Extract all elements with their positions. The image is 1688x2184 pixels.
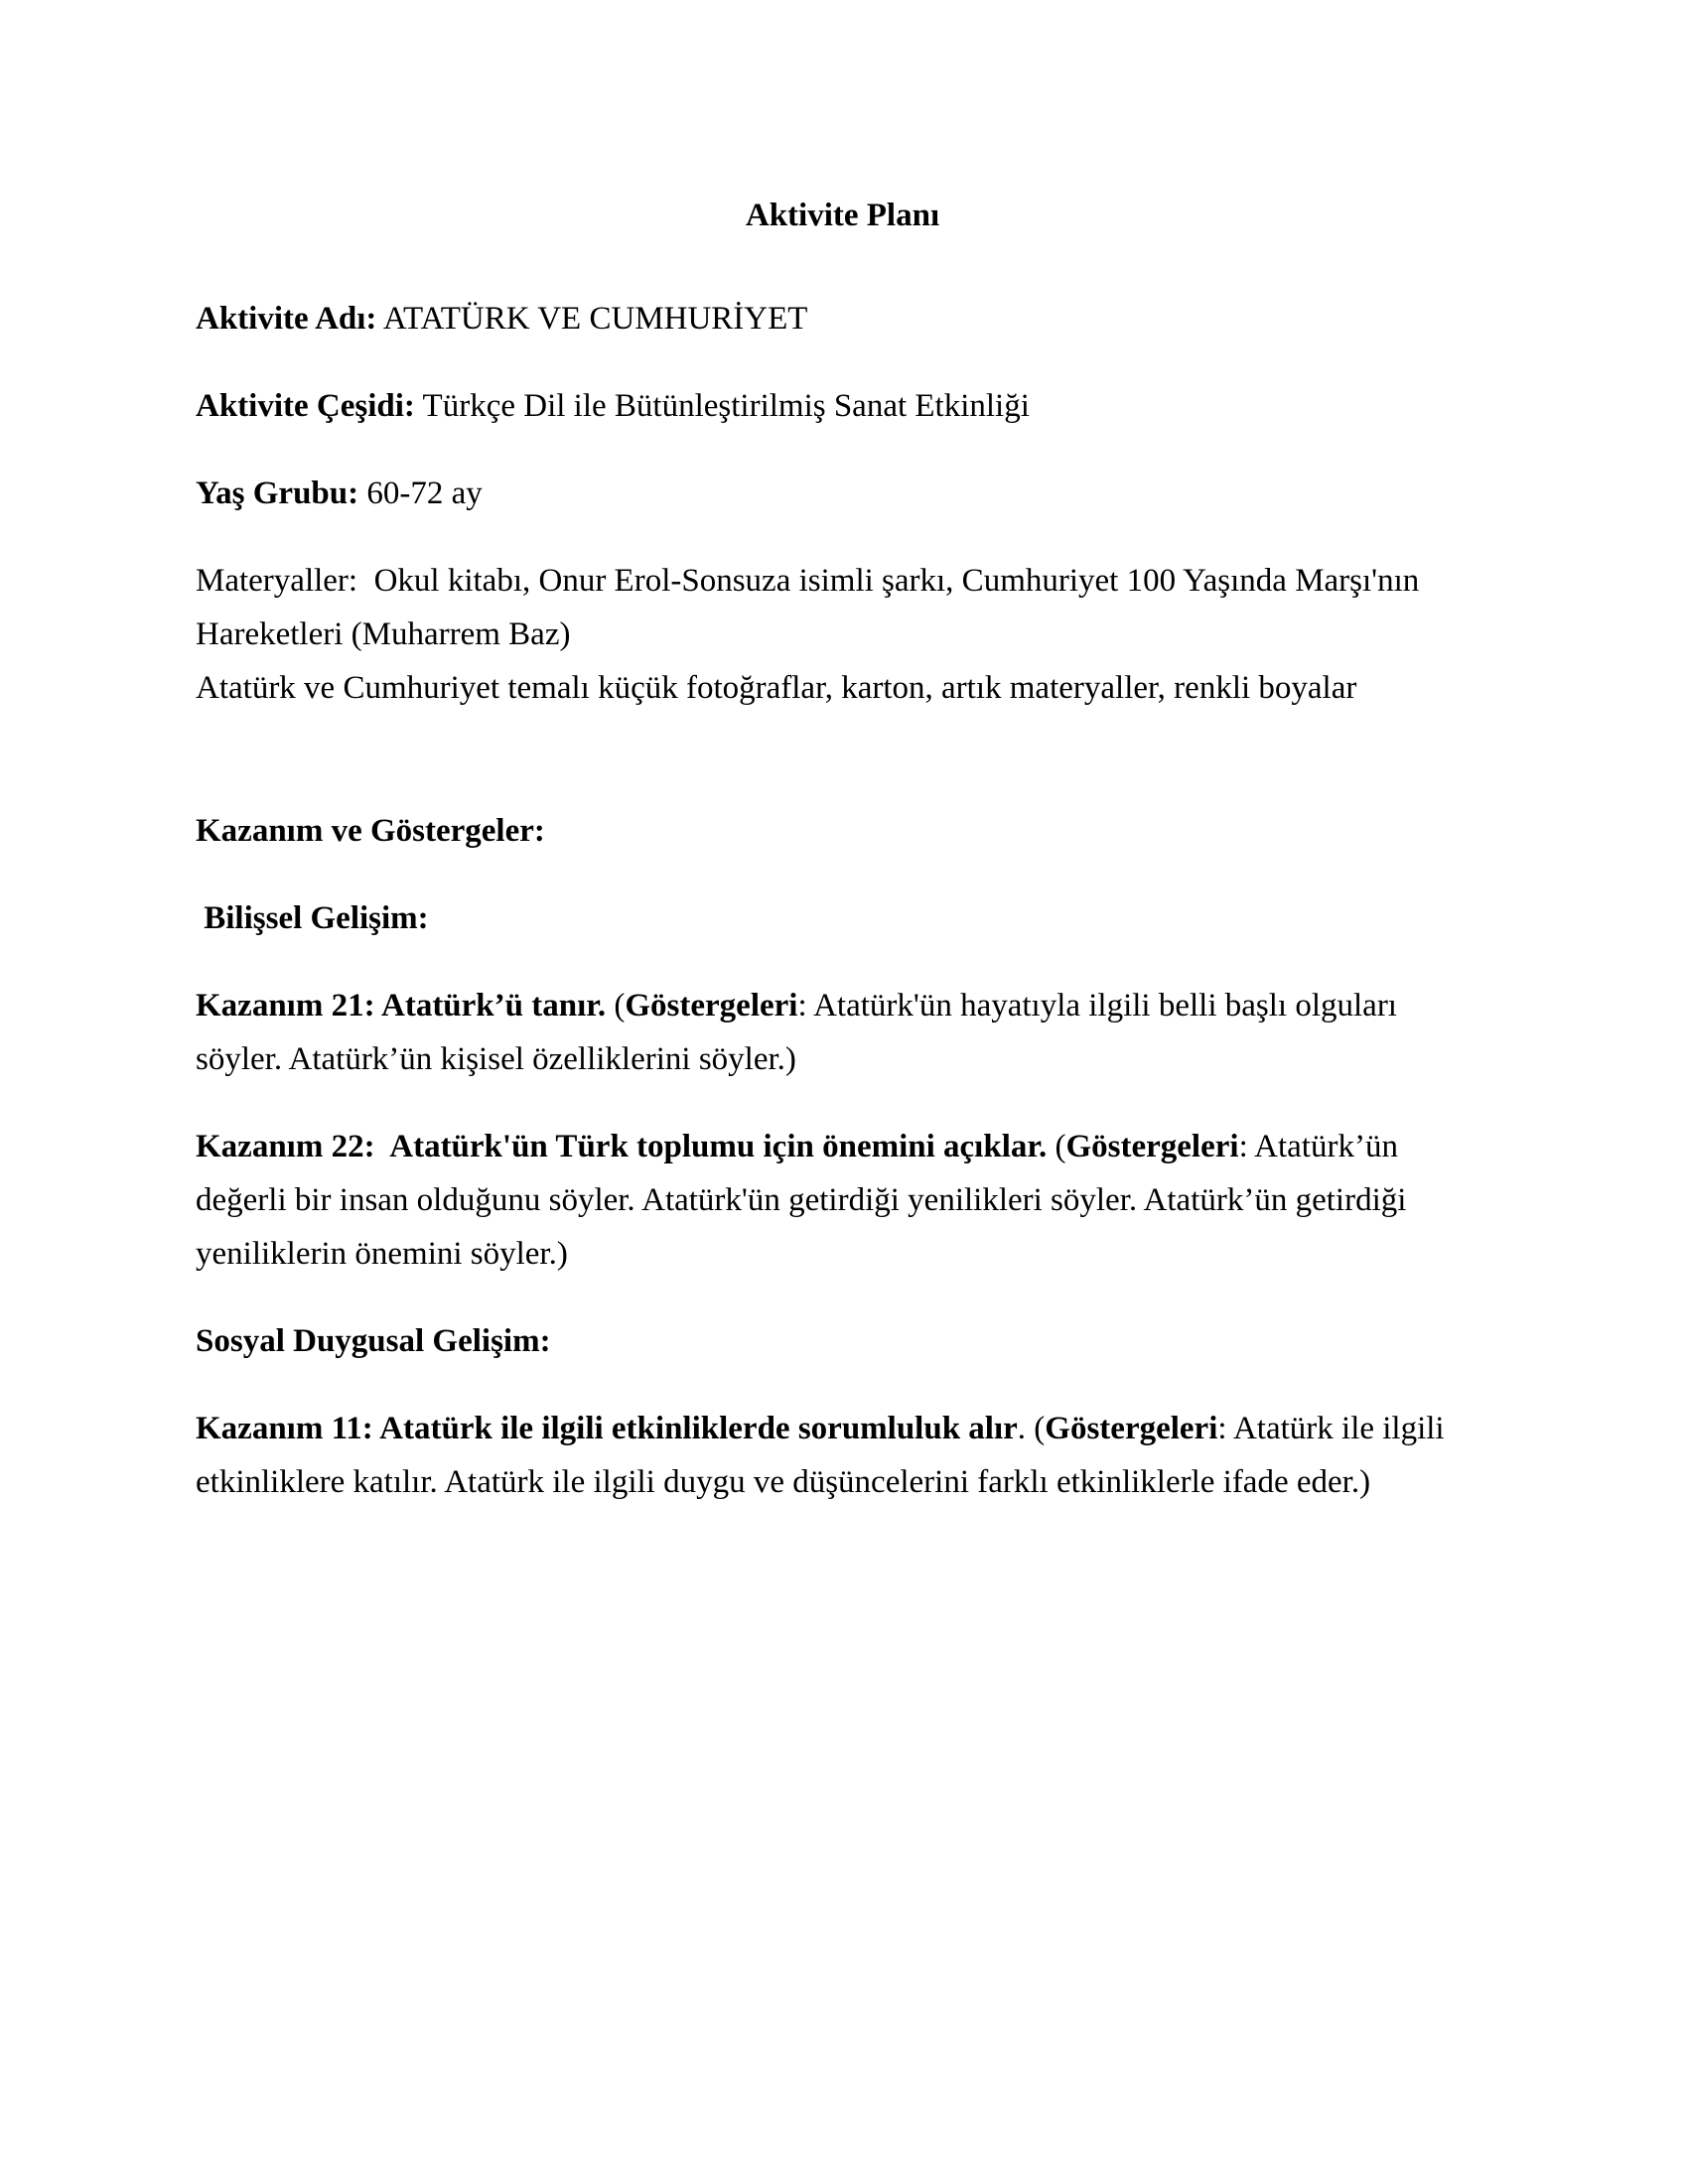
document-title: Aktivite Planı <box>745 198 940 233</box>
paragraph-kazanim-11: Kazanım 11: Atatürk ile ilgili etkinliklerde sorumluluk alır. (Göstergeleri: Atatürk ile ilgili etkinliklere katılır. Atatürk ile ilgili duygu ve düşüncelerini farklı etkinliklerle ifade eder.) <box>196 1411 1445 1500</box>
paragraph-aktivite-cesidi: Aktivite Çeşidi: Türkçe Dil ile Bütünleştirilmiş Sanat Etkinliği <box>196 388 1030 424</box>
paragraph-aktivite-adi: Aktivite Adı: ATATÜRK VE CUMHURİYET <box>196 301 808 337</box>
paragraph-kazanim-22: Kazanım 22: Atatürk'ün Türk toplumu için önemini açıklar. (Göstergeleri: Atatürk’ün değerli bir insan olduğunu söyler. Atatürk'ün getirdiği yenilikleri söyler. Atatürk’ün getirdiği yeniliklerin önemini söyler.) <box>196 1129 1407 1272</box>
heading-bilissel-gelisim: Bilişsel Gelişim: <box>196 900 429 936</box>
heading-kazanim-ve-gostergeler: Kazanım ve Göstergeler: <box>196 813 545 849</box>
heading-sosyal-duygusal-gelisim: Sosyal Duygusal Gelişim: <box>196 1323 551 1359</box>
paragraph-kazanim-21: Kazanım 21: Atatürk’ü tanır. (Göstergeleri: Atatürk'ün hayatıyla ilgili belli başlı olguları söyler. Atatürk’ün kişisel özelliklerini söyler.) <box>196 988 1397 1077</box>
paragraph-yas-grubu: Yaş Grubu: 60-72 ay <box>196 476 483 511</box>
paragraph-materyaller: Materyaller: Okul kitabı, Onur Erol-Sonsuza isimli şarkı, Cumhuriyet 100 Yaşında Marşı'nın Hareketleri (Muharrem Baz) Atatürk ve Cumhuriyet temalı küçük fotoğraflar, karton, artık materyaller, renkli boyalar <box>196 563 1420 706</box>
blank-line <box>196 749 1489 804</box>
